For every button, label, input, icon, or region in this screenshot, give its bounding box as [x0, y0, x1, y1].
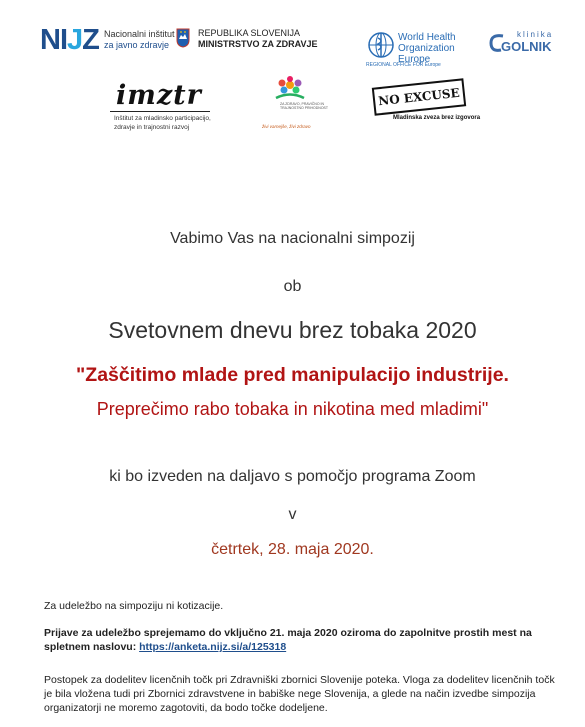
who-subline: REGIONAL OFFICE FOR Europe — [366, 62, 441, 68]
registration-note: Prijave za udeležbo sprejemamo do vključno 21. maja 2020 oziroma do zapolnitve prostih mest na spletnem naslovu: https://anketa.nijz.si/a/125318 — [44, 627, 532, 653]
who-emblem-icon — [366, 30, 396, 60]
imztr-word: imztr — [116, 80, 202, 111]
flower-icon — [270, 76, 310, 104]
credits-note: Postopek za dodelitev licenčnih točk pri Zdravniški zbornici Slovenije poteka. Vloga za dodelitev licenčnih točk je bila vložena tudi pri Zbornici zdravstvene in babiške nege Slovenija, a glede na način izvedbe simpozija organizatorji ne moremo zagotoviti, da bodo točke dodeljene. — [44, 674, 555, 714]
flower-logo — [258, 76, 330, 136]
event-title: Svetovnem dnevu brez tobaka 2020 — [108, 317, 477, 343]
fee-note: Za udeležbo na simpoziju ni kotizacije. — [44, 600, 224, 612]
flower-caption: ZA ZDRAVO, PRAVIČNO IN TRAJNOSTNO PRIHODNOST — [280, 102, 329, 110]
event-date: četrtek, 28. maja 2020. — [211, 541, 374, 558]
invitation-line: Vabimo Vas na nacionalni simpozij — [170, 230, 415, 247]
nijz-mark: NIJZ — [40, 24, 99, 56]
v-line: v — [288, 506, 297, 523]
slogan-line-2: Preprečimo rabo tobaka in nikotina med mladimi" — [96, 399, 489, 419]
flower-slogan: živi varnejše, živi zdravo — [262, 124, 311, 129]
ob-line: ob — [283, 278, 302, 295]
no-excuse-caption: Mladinska zveza brez izgovora — [393, 115, 481, 121]
who-caption: World Health Organization Europe — [398, 32, 456, 65]
zoom-line: ki bo izveden na daljavo s pomočjo programa Zoom — [109, 468, 476, 485]
slovenia-crest-icon — [176, 28, 190, 48]
imztr-caption: Inštitut za mladinsko participacijo, zdravje in trajnostni razvoj — [114, 115, 211, 131]
golnik-name: GOLNIK — [501, 39, 552, 54]
ministry-caption: REPUBLIKA SLOVENIJA MINISTRSTVO ZA ZDRAVJE — [198, 28, 318, 49]
registration-link[interactable]: https://anketa.nijz.si/a/125318 — [139, 641, 287, 653]
golnik-klinika: klinika — [517, 30, 554, 39]
slogan-line-1: "Zaščitimo mlade pred manipulacijo industrije. — [76, 364, 509, 386]
imztr-divider — [110, 111, 210, 112]
no-excuse-stamp: NO EXCUSE — [372, 78, 466, 115]
nijz-caption: Nacionalni inštitut za javno zdravje — [104, 29, 175, 50]
